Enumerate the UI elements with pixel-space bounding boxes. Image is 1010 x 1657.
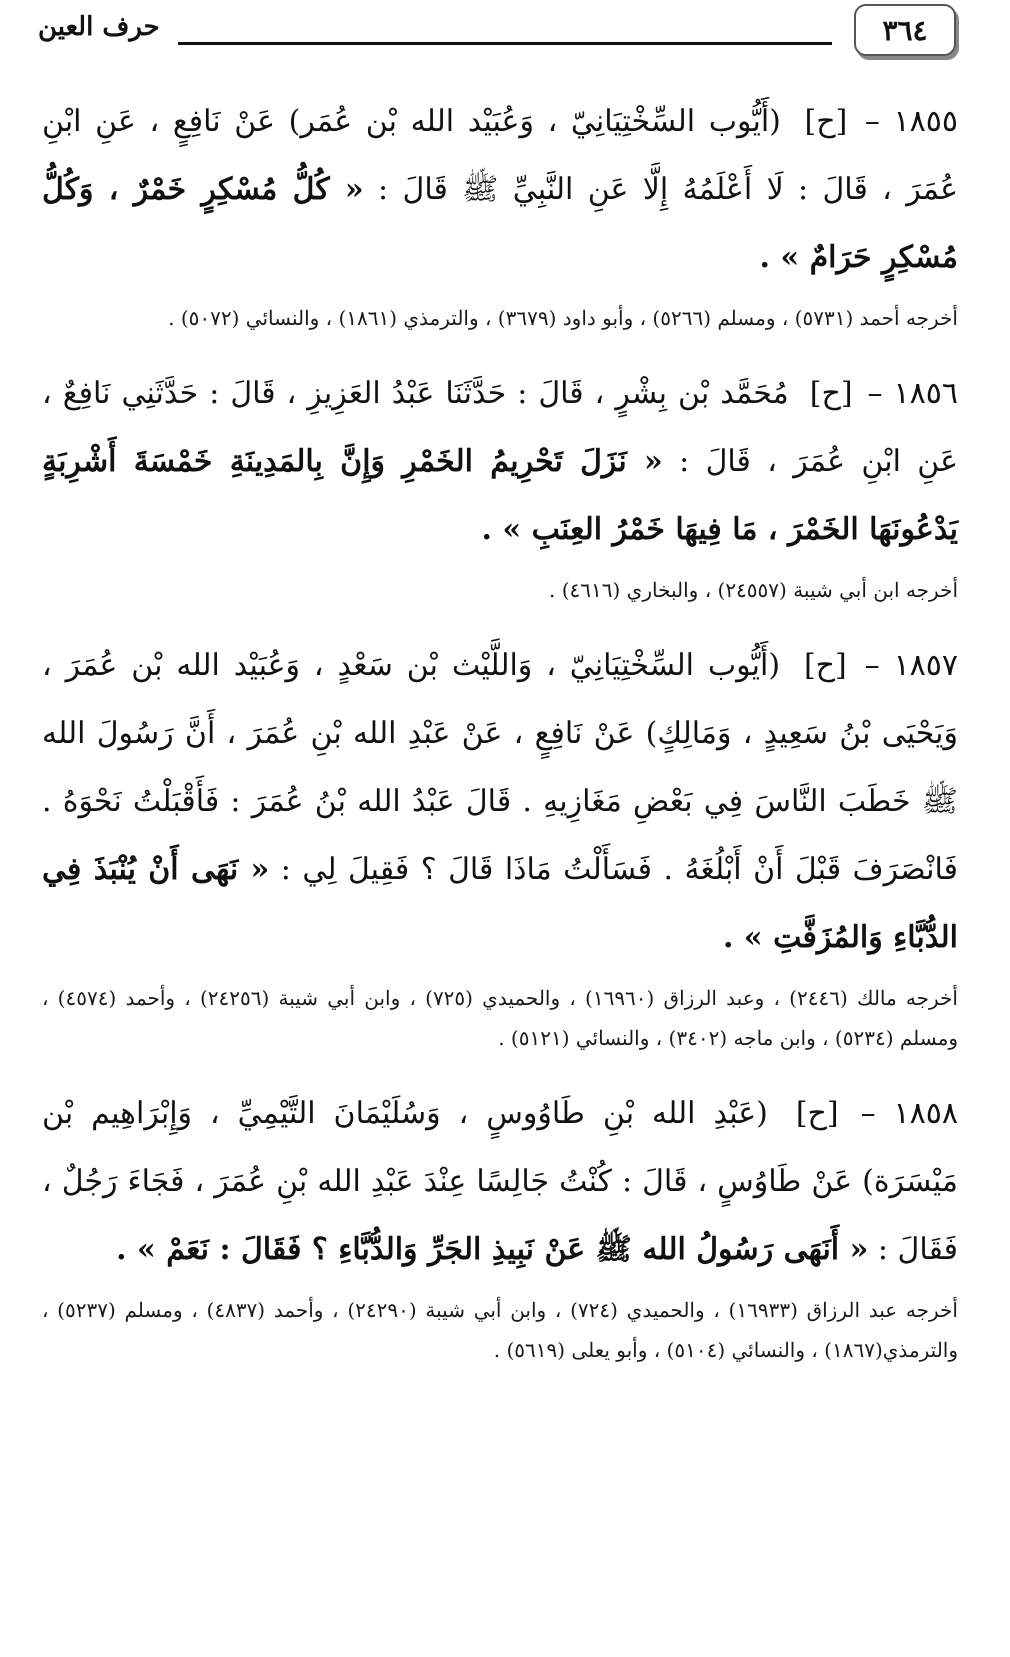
takhrij-note: أخرجه أحمد (٥٧٣١) ، ومسلم (٥٢٦٦) ، وأبو داود (٣٦٧٩) ، والترمذي (١٨٦١) ، والنسائي (٥٠٧٢) . [168, 306, 958, 330]
hadith-entry-1857 [42, 632, 958, 1058]
page-body [42, 88, 958, 1392]
hadith-marker: [ح] [809, 376, 853, 411]
hadith-isnad: (عَبْدِ الله بْنِ طَاوُوسٍ ، وَسُلَيْمَانَ التَّيْمِيِّ ، وَإِبْرَاهِيم بْن مَيْسَرَة) عَنْ طَاوُسٍ ، قَالَ : كُنْتُ جَالِسًا عِنْدَ عَبْدِ الله بْنِ عُمَرَ ، فَجَاءَ رَجُلٌ ، فَقَالَ : [42, 1096, 958, 1267]
hadith-text: ١٨٥٥ – [ح] (أَيُّوب السِّخْتِيَانِيّ ، وَعُبَيْد الله بْن عُمَر) عَنْ نَافِعٍ ، عَنِ ابْنِ عُمَرَ ، قَالَ : لَا أَعْلَمُهُ إِلَّا عَنِ النَّبِيِّ ﷺ قَالَ : « كُلُّ مُسْكِرٍ خَمْرٌ ، وَكُلُّ مُسْكِرٍ حَرَامٌ » . [42, 104, 958, 275]
hadith-marker: [ح] [804, 104, 848, 139]
page-header [0, 0, 1010, 64]
hadith-matn: « نَزَلَ تَحْرِيمُ الخَمْرِ وَإِنَّ بِالمَدِينَةِ خَمْسَةَ أَشْرِبَةٍ يَدْعُونَهَا الخَمْرَ ، مَا فِيهَا خَمْرُ العِنَبِ » . [42, 444, 958, 547]
hadith-number: ١٨٥٦ [893, 376, 958, 411]
hadith-text: ١٨٥٧ – [ح] (أَيُّوب السِّخْتِيَانِيّ ، وَاللَّيْث بْن سَعْدٍ ، وَعُبَيْد الله بْن عُمَرَ ، وَيَحْيَى بْنُ سَعِيدٍ ، وَمَالِكٍ) عَنْ نَافِعٍ ، عَنْ عَبْدِ الله بْنِ عُمَرَ ، أَنَّ رَسُولَ الله ﷺ خَطَبَ النَّاسَ فِي بَعْضِ مَغَازِيهِ . قَالَ عَبْدُ الله بْنُ عُمَرَ : فَأَقْبَلْتُ نَحْوَهُ . فَانْصَرَفَ قَبْلَ أَنْ أَبْلُغَهُ . فَسَأَلْتُ مَاذَا قَالَ ؟ فَقِيلَ لِي : « نَهَى أَنْ يُنْبَذَ فِي الدُّبَّاءِ وَالمُزَفَّتِ » . [42, 648, 959, 955]
hadith-number: ١٨٥٥ [893, 104, 958, 139]
hadith-text: ١٨٥٨ – [ح] (عَبْدِ الله بْنِ طَاوُوسٍ ، وَسُلَيْمَانَ التَّيْمِيِّ ، وَإِبْرَاهِيم بْن مَيْسَرَة) عَنْ طَاوُسٍ ، قَالَ : كُنْتُ جَالِسًا عِنْدَ عَبْدِ الله بْنِ عُمَرَ ، فَجَاءَ رَجُلٌ ، فَقَالَ : « أَنَهَى رَسُولُ الله ﷺ عَنْ نَبِيذِ الجَرِّ وَالدُّبَّاءِ ؟ فَقَالَ : نَعَمْ » . [42, 1096, 958, 1267]
hadith-marker: [ح] [803, 648, 847, 683]
hadith-isnad: (أَيُّوب السِّخْتِيَانِيّ ، وَاللَّيْث بْن سَعْدٍ ، وَعُبَيْد الله بْن عُمَرَ ، وَيَحْيَى بْنُ سَعِيدٍ ، وَمَالِكٍ) عَنْ نَافِعٍ ، عَنْ عَبْدِ الله بْنِ عُمَرَ ، أَنَّ رَسُولَ الله ﷺ خَطَبَ النَّاسَ فِي بَعْضِ مَغَازِيهِ . قَالَ عَبْدُ الله بْنُ عُمَرَ : فَأَقْبَلْتُ نَحْوَهُ . فَانْصَرَفَ قَبْلَ أَنْ أَبْلُغَهُ . فَسَأَلْتُ مَاذَا قَالَ ؟ فَقِيلَ لِي : [42, 648, 958, 887]
hadith-entry-1856 [42, 360, 958, 610]
takhrij-note: أخرجه عبد الرزاق (١٦٩٣٣) ، والحميدي (٧٢٤) ، وابن أبي شيبة (٢٤٢٩٠) ، وأحمد (٤٨٣٧) ، ومسلم (٥٢٣٧) ، والترمذي(١٨٦٧) ، والنسائي (٥١٠٤) ، وأبو يعلى (٥٦١٩) . [42, 1298, 958, 1362]
hadith-entry-1855 [42, 88, 958, 338]
hadith-number: ١٨٥٨ [893, 1096, 958, 1131]
header-rule [178, 42, 832, 45]
page-number: ٣٦٤ [854, 4, 956, 56]
hadith-matn: « أَنَهَى رَسُولُ الله ﷺ عَنْ نَبِيذِ الجَرِّ وَالدُّبَّاءِ ؟ فَقَالَ : نَعَمْ » . [116, 1232, 869, 1267]
hadith-matn: « نَهَى أَنْ يُنْبَذَ فِي الدُّبَّاءِ وَالمُزَفَّتِ » . [42, 852, 958, 955]
hadith-text: ١٨٥٦ – [ح] مُحَمَّد بْن بِشْرٍ ، قَالَ : حَدَّثَنَا عَبْدُ العَزِيزِ ، قَالَ : حَدَّثَنِي نَافِعٌ ، عَنِ ابْنِ عُمَرَ ، قَالَ : « نَزَلَ تَحْرِيمُ الخَمْرِ وَإِنَّ بِالمَدِينَةِ خَمْسَةَ أَشْرِبَةٍ يَدْعُونَهَا الخَمْرَ ، مَا فِيهَا خَمْرُ العِنَبِ » . [42, 376, 958, 547]
hadith-isnad: مُحَمَّد بْن بِشْرٍ ، قَالَ : حَدَّثَنَا عَبْدُ العَزِيزِ ، قَالَ : حَدَّثَنِي نَافِعٌ ، عَنِ ابْنِ عُمَرَ ، قَالَ : [42, 376, 958, 479]
hadith-entry-1858 [42, 1080, 958, 1370]
hadith-number: ١٨٥٧ [893, 648, 959, 683]
hadith-marker: [ح] [795, 1096, 839, 1131]
takhrij-note: أخرجه مالك (٢٤٤٦) ، وعبد الرزاق (١٦٩٦٠) ، والحميدي (٧٢٥) ، وابن أبي شيبة (٢٤٢٥٦) ، وأحمد (٤٥٧٤) ، ومسلم (٥٢٣٤) ، وابن ماجه (٣٤٠٢) ، والنسائي (٥١٢١) . [42, 986, 958, 1050]
chapter-title: حرف العين [38, 12, 160, 42]
takhrij-note: أخرجه ابن أبي شيبة (٢٤٥٥٧) ، والبخاري (٤٦١٦) . [549, 578, 958, 602]
hadith-matn: « كُلُّ مُسْكِرٍ خَمْرٌ ، وَكُلُّ مُسْكِرٍ حَرَامٌ » . [42, 172, 958, 275]
hadith-isnad: (أَيُّوب السِّخْتِيَانِيّ ، وَعُبَيْد الله بْن عُمَر) عَنْ نَافِعٍ ، عَنِ ابْنِ عُمَرَ ، قَالَ : لَا أَعْلَمُهُ إِلَّا عَنِ النَّبِيِّ ﷺ قَالَ : [42, 104, 958, 207]
